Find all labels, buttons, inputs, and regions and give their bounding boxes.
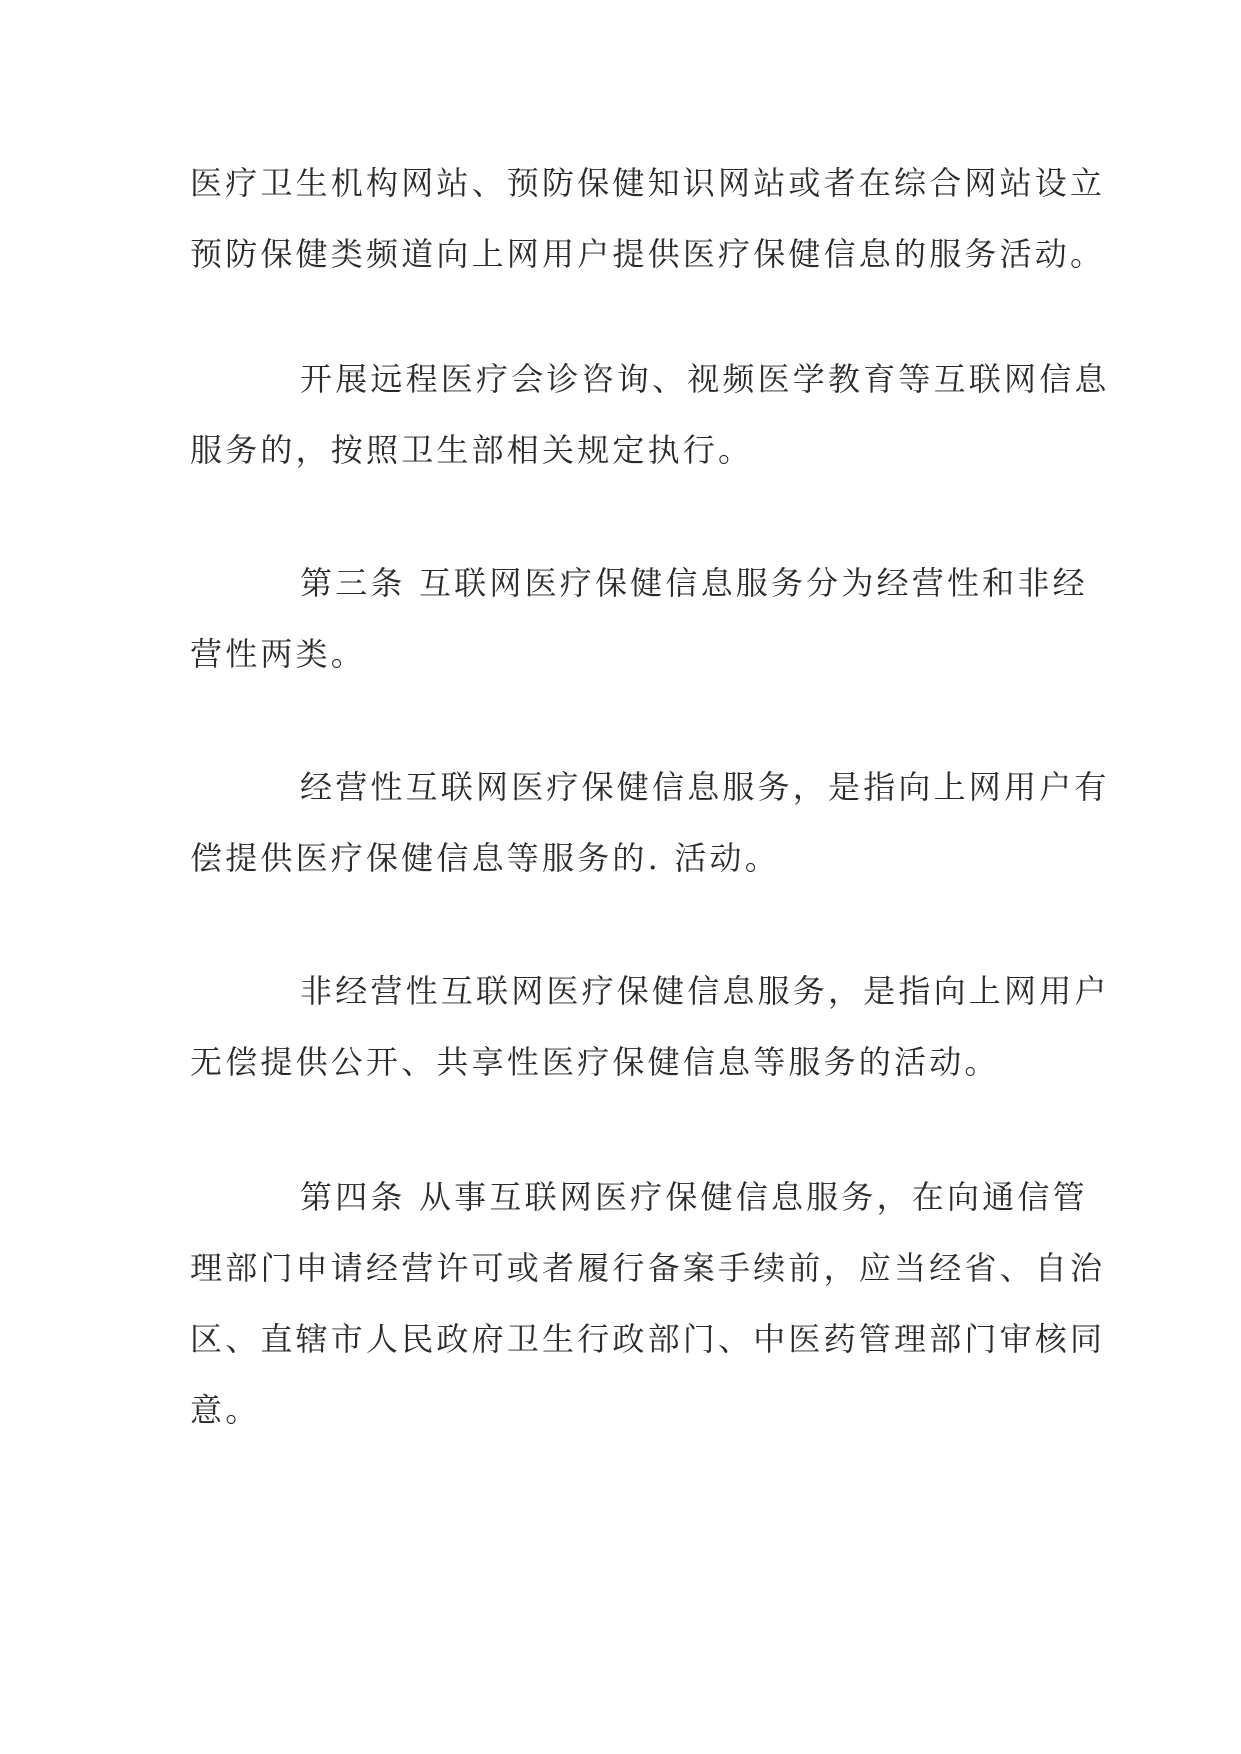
paragraph-continuation — [190, 148, 1106, 290]
paragraph-line: 第三条 互联网医疗保健信息服务分为经营性和非经 — [300, 564, 1088, 602]
paragraph-noncommercial-definition — [190, 956, 1110, 1098]
paragraph-remote-consultation — [190, 344, 1110, 486]
paragraph-line: 区、直辖市人民政府卫生行政部门、中医药管理部门审核同 — [190, 1320, 1106, 1358]
paragraph-line: 预防保健类频道向上网用户提供医疗保健信息的服务活动。 — [190, 235, 1106, 273]
paragraph-commercial-definition — [190, 752, 1110, 894]
paragraph-line: 偿提供医疗保健信息等服务的. 活动。 — [190, 839, 780, 877]
paragraph-line: 开展远程医疗会诊咨询、视频医学教育等互联网信息 — [300, 360, 1110, 398]
paragraph-article-4 — [190, 1162, 1106, 1446]
paragraph-line: 医疗卫生机构网站、预防保健知识网站或者在综合网站设立 — [190, 164, 1106, 202]
paragraph-article-3 — [190, 548, 1088, 690]
paragraph-line: 第四条 从事互联网医疗保健信息服务，在向通信管 — [300, 1178, 1088, 1216]
paragraph-line: 营性两类。 — [190, 635, 367, 673]
paragraph-line: 意。 — [190, 1391, 261, 1429]
paragraph-line: 理部门申请经营许可或者履行备案手续前，应当经省、自治 — [190, 1249, 1106, 1287]
paragraph-line: 非经营性互联网医疗保健信息服务，是指向上网用户 — [300, 972, 1110, 1010]
paragraph-line: 经营性互联网医疗保健信息服务，是指向上网用户有 — [300, 768, 1110, 806]
paragraph-line: 服务的，按照卫生部相关规定执行。 — [190, 431, 754, 469]
paragraph-line: 无偿提供公开、共享性医疗保健信息等服务的活动。 — [190, 1043, 1000, 1081]
